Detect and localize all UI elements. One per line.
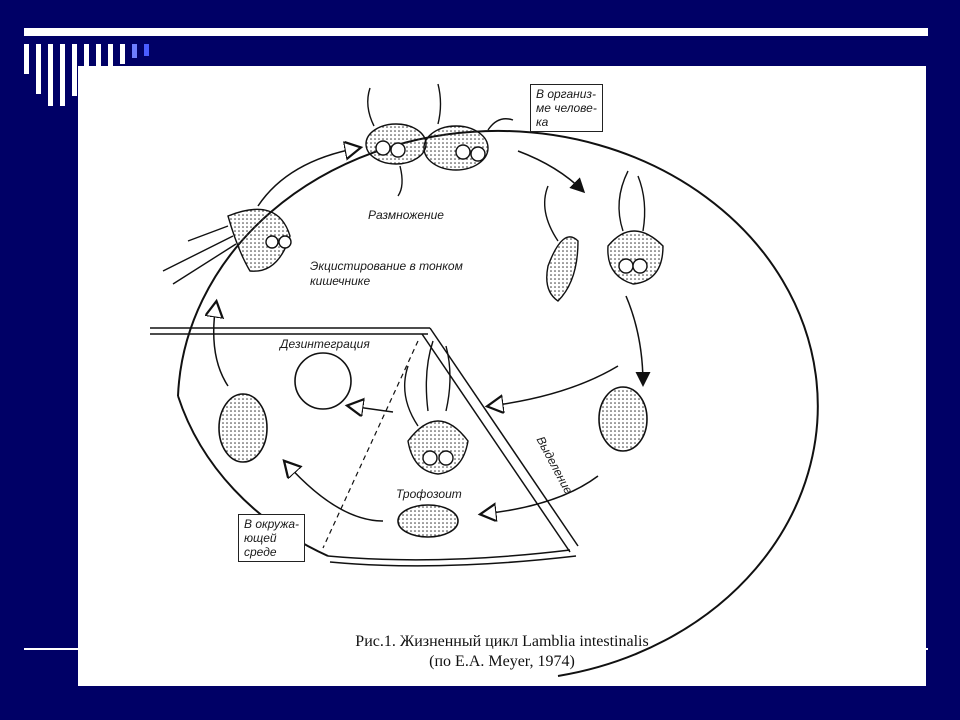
label-excystation-line2: кишечнике <box>310 274 371 288</box>
lifecycle-diagram <box>78 66 926 686</box>
dividing-trophozoites <box>366 84 513 196</box>
cyst-right <box>599 387 647 451</box>
separator-lines <box>150 328 578 566</box>
box-in-environment: В окружа- ющей среде <box>238 514 305 562</box>
trophozoite-excysted <box>163 209 291 284</box>
cyst-left <box>219 394 267 462</box>
top-decorative-line <box>24 28 928 36</box>
figure-caption-line1: Рис.1. Жизненный цикл Lamblia intestinalis <box>355 633 649 650</box>
disintegrated-cell <box>295 353 351 409</box>
box-in-human: В организ- ме челове- ка <box>530 84 603 132</box>
label-reproduction: Размножение <box>368 208 444 222</box>
label-disintegration: Дезинтеграция <box>280 337 370 351</box>
label-excystation-line1: Экцистирование в тонком <box>310 259 463 273</box>
label-excretion: Выделение <box>533 434 576 497</box>
lifecycle-figure <box>78 66 926 686</box>
figure-caption-line2: (по Е.А. Meyer, 1974) <box>429 653 575 670</box>
trophozoites-right <box>545 171 663 301</box>
trophozoite-center <box>405 341 468 474</box>
cyst-center <box>398 505 458 537</box>
label-trophozoite: Трофозоит <box>396 487 462 501</box>
